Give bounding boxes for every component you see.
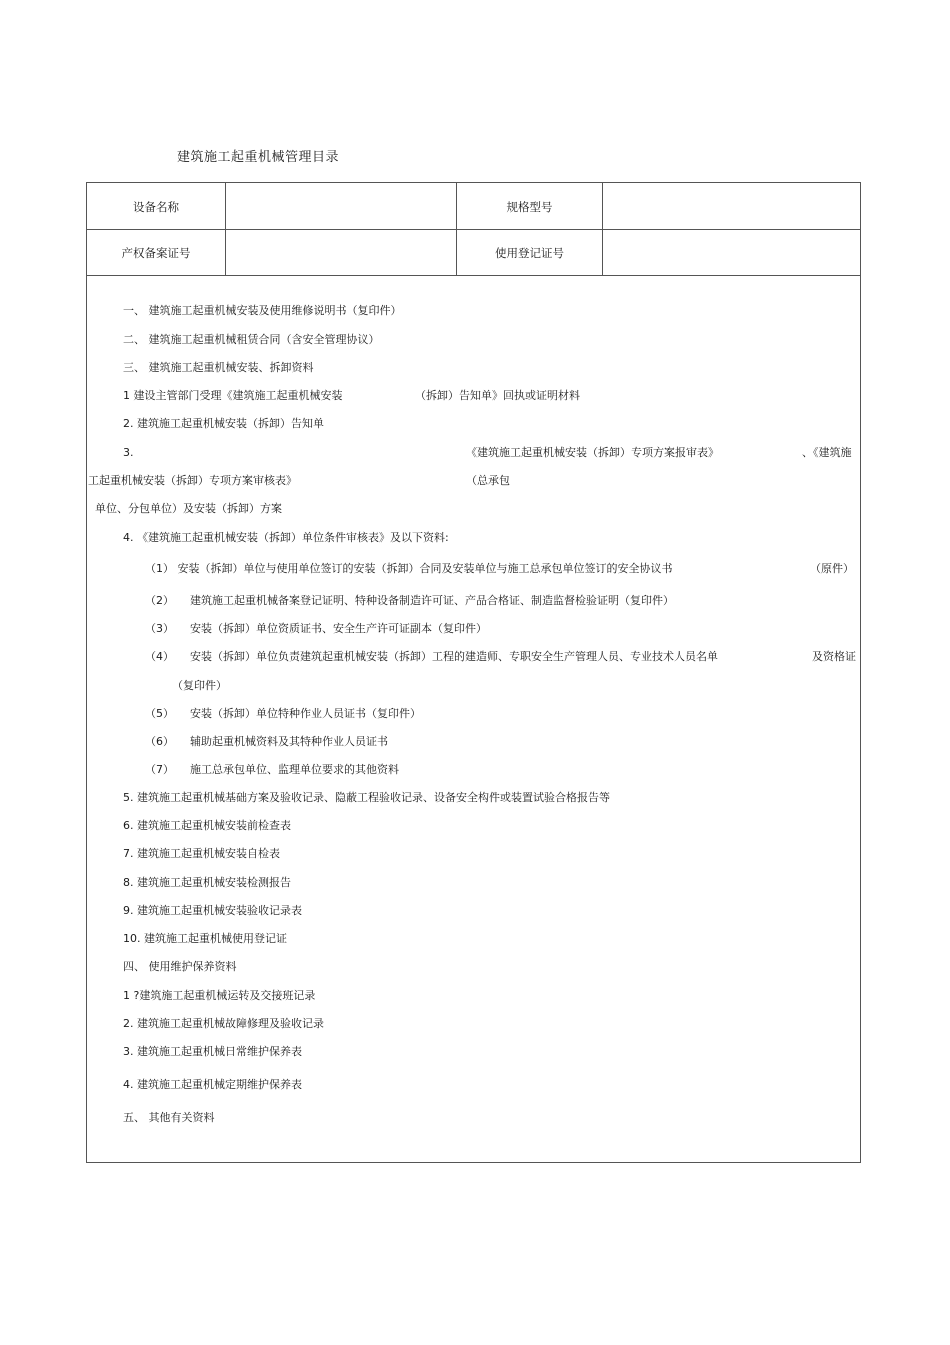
list-item-continuation: （总承包 bbox=[466, 474, 510, 487]
section-heading: 五、 其他有关资料 bbox=[123, 1111, 215, 1124]
list-item-number: 3. bbox=[123, 446, 134, 459]
sub-item-number: （6） bbox=[145, 735, 174, 748]
list-item: 4. 《建筑施工起重机械安装（拆卸）单位条件审核表》及以下资料: bbox=[123, 531, 449, 544]
sub-item-number: （4） bbox=[145, 650, 174, 663]
sub-item-number: （3） bbox=[145, 622, 174, 635]
page-title: 建筑施工起重机械管理目录 bbox=[177, 150, 340, 165]
list-item-continuation: 工起重机械安装（拆卸）专项方案审核表》 bbox=[88, 474, 297, 487]
section-heading: 三、 建筑施工起重机械安装、拆卸资料 bbox=[123, 361, 314, 374]
list-item: 1 ?建筑施工起重机械运转及交接班记录 bbox=[123, 989, 316, 1002]
list-item: 6. 建筑施工起重机械安装前检查表 bbox=[123, 819, 291, 832]
use-registration-label: 使用登记证号 bbox=[495, 246, 564, 260]
sub-item: 安装（拆卸）单位资质证书、安全生产许可证副本（复印件） bbox=[190, 622, 487, 635]
section-heading: 四、 使用维护保养资料 bbox=[123, 960, 237, 973]
list-item: 10. 建筑施工起重机械使用登记证 bbox=[123, 932, 287, 945]
sub-item: 安装（拆卸）单位特种作业人员证书（复印件） bbox=[190, 707, 421, 720]
sub-item: 安装（拆卸）单位负责建筑起重机械安装（拆卸）工程的建造师、专职安全生产管理人员、专业技术人员名单 bbox=[190, 650, 718, 663]
section-heading: 二、 建筑施工起重机械租赁合同（含安全管理协议） bbox=[123, 333, 380, 346]
sub-item-number: （2） bbox=[145, 594, 174, 607]
sub-item-continuation: （原件） bbox=[810, 562, 854, 575]
sub-item: 辅助起重机械资料及其特种作业人员证书 bbox=[190, 735, 388, 748]
list-item: 1 建设主管部门受理《建筑施工起重机械安装 bbox=[123, 389, 343, 402]
column-divider bbox=[456, 183, 457, 275]
list-item: 8. 建筑施工起重机械安装检测报告 bbox=[123, 876, 291, 889]
list-item: 2. 建筑施工起重机械故障修理及验收记录 bbox=[123, 1017, 324, 1030]
row-divider bbox=[87, 229, 860, 230]
column-divider bbox=[602, 183, 603, 275]
list-item: 9. 建筑施工起重机械安装验收记录表 bbox=[123, 904, 302, 917]
column-divider bbox=[225, 183, 226, 275]
list-item-continuation: （拆卸）告知单》回执或证明材料 bbox=[415, 389, 580, 402]
sub-item-continuation: 及资格证 bbox=[812, 650, 856, 663]
sub-item-continuation: （复印件） bbox=[172, 679, 227, 692]
row-divider bbox=[87, 275, 860, 276]
list-item: 2. 建筑施工起重机械安装（拆卸）告知单 bbox=[123, 417, 324, 430]
section-heading: 一、 建筑施工起重机械安装及使用维修说明书（复印件） bbox=[123, 304, 402, 317]
list-item: 5. 建筑施工起重机械基础方案及验收记录、隐蔽工程验收记录、设备安全构件或装置试验合格报告等 bbox=[123, 791, 610, 804]
list-item: 3. 建筑施工起重机械日常维护保养表 bbox=[123, 1045, 302, 1058]
list-item: 7. 建筑施工起重机械安装自检表 bbox=[123, 847, 280, 860]
list-item: 4. 建筑施工起重机械定期维护保养表 bbox=[123, 1078, 302, 1091]
list-item: 《建筑施工起重机械安装（拆卸）专项方案报审表》 bbox=[466, 446, 719, 459]
sub-item: （1） 安装（拆卸）单位与使用单位签订的安装（拆卸）合同及安装单位与施工总承包单位签订的安全协议书 bbox=[145, 562, 673, 575]
sub-item-number: （5） bbox=[145, 707, 174, 720]
list-item-continuation: 、《建筑施 bbox=[802, 446, 852, 459]
sub-item: 施工总承包单位、监理单位要求的其他资料 bbox=[190, 763, 399, 776]
spec-model-label: 规格型号 bbox=[506, 200, 553, 214]
management-form bbox=[86, 182, 861, 1163]
equipment-name-label: 设备名称 bbox=[133, 200, 179, 214]
list-item-continuation: 单位、分包单位）及安装（拆卸）方案 bbox=[95, 502, 282, 515]
sub-item-number: （7） bbox=[145, 763, 174, 776]
property-record-label: 产权备案证号 bbox=[121, 246, 191, 260]
sub-item: 建筑施工起重机械备案登记证明、特种设备制造许可证、产品合格证、制造监督检验证明（复印件） bbox=[190, 594, 674, 607]
